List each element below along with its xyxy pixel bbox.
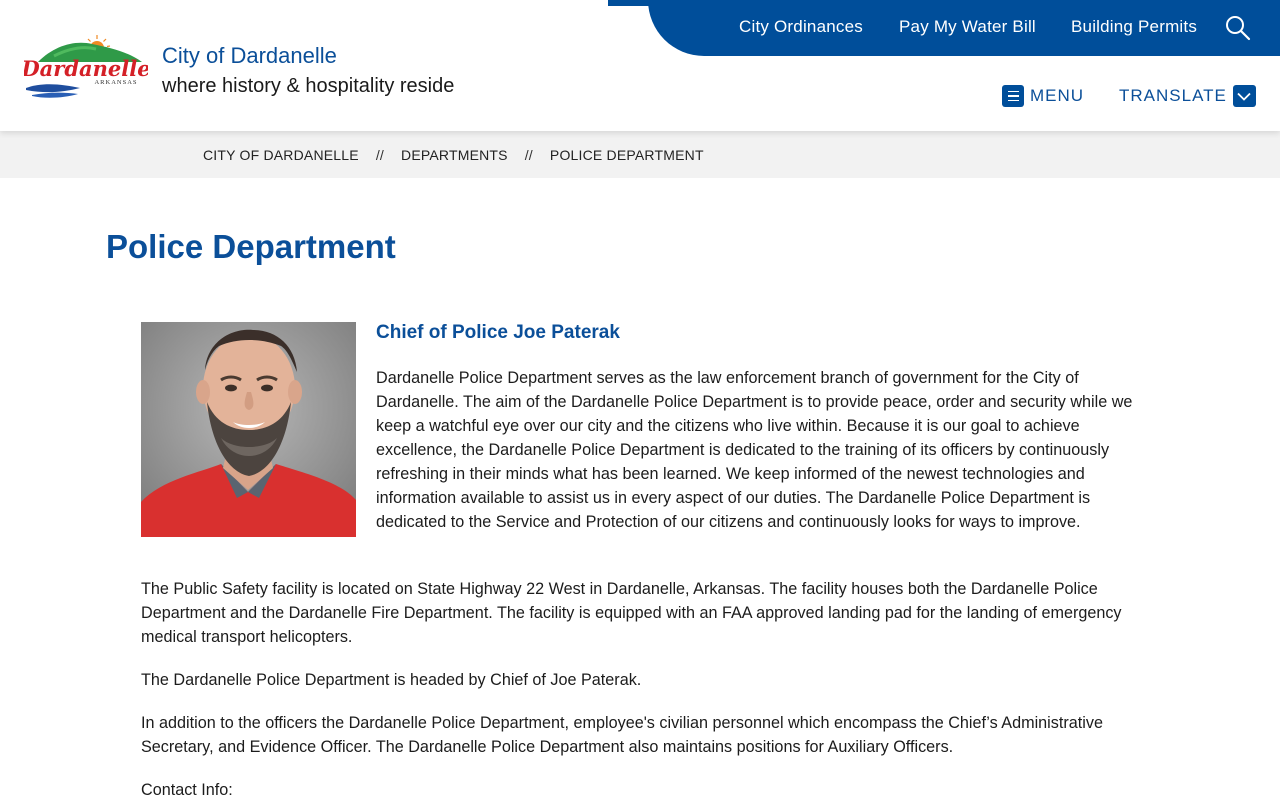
utility-bar xyxy=(648,0,1280,56)
breadcrumb-departments[interactable]: DEPARTMENTS xyxy=(401,147,508,163)
site-tagline: where history & hospitality reside xyxy=(162,75,455,97)
contact-info-label: Contact Info: xyxy=(141,781,233,799)
breadcrumb-city-of-dardanelle[interactable]: CITY OF DARDANELLE xyxy=(203,147,359,163)
breadcrumb-separator: // xyxy=(375,147,385,163)
chief-heading: Chief of Police Joe Paterak xyxy=(376,322,620,343)
logo-script-text: Dardanelle xyxy=(24,56,148,81)
breadcrumb-bar xyxy=(0,131,1280,178)
headed-by-paragraph: The Dardanelle Police Department is headed by Chief of Joe Paterak. xyxy=(141,671,642,689)
site-header xyxy=(0,0,1280,131)
breadcrumb xyxy=(203,147,704,163)
staff-paragraph: In addition to the officers the Dardanelle Police Department, employee's civilian personnel which encompass the Chief’s Administrative Secretary, and Evidence Officer. The Dardanelle Police Department also maintains positions for Auxiliary Officers. xyxy=(141,714,1103,756)
chevron-down-icon xyxy=(1233,85,1256,107)
link-building-permits[interactable]: Building Permits xyxy=(1071,17,1198,36)
logo-state-text: ARKANSAS xyxy=(94,79,138,86)
chief-photo xyxy=(141,322,356,537)
translate-label: TRANSLATE xyxy=(1119,86,1227,105)
hamburger-icon xyxy=(1002,85,1024,107)
facility-paragraph: The Public Safety facility is located on State Highway 22 West in Dardanelle, Arkansas. The facility houses both the Dardanelle Police Department and the Dardanelle Fire Department. The facility is equipped with an FAA approved landing pad for the landing of emergency medical transport helicopters. xyxy=(141,580,1122,646)
link-pay-water-bill[interactable]: Pay My Water Bill xyxy=(899,17,1036,36)
intro-paragraph: Dardanelle Police Department serves as the law enforcement branch of government for the City of Dardanelle. The aim of the Dardanelle Police Department is to provide peace, order and security while we keep a watchful eye over our city and the citizens who live within. Because it is our goal to achieve excellence, the Dardanelle Police Department is dedicated to the training of its officers by continuously refreshing in their minds what has been learned. We keep informed of the newest technologies and information available to assist us in every aspect of our duties. The Dardanelle Police Department is dedicated to the Service and Protection of our citizens and continuously looks for ways to improve. xyxy=(376,369,1133,531)
link-city-ordinances[interactable]: City Ordinances xyxy=(739,17,863,36)
translate-button[interactable] xyxy=(1119,85,1256,107)
breadcrumb-police-department: POLICE DEPARTMENT xyxy=(549,147,704,163)
search-icon[interactable] xyxy=(1224,14,1252,42)
menu-button[interactable] xyxy=(1002,85,1084,107)
page-title: Police Department xyxy=(106,228,396,265)
menu-label: MENU xyxy=(1030,86,1085,105)
city-logo[interactable] xyxy=(24,32,148,102)
site-name[interactable]: City of Dardanelle xyxy=(162,43,337,68)
breadcrumb-separator: // xyxy=(524,147,533,163)
